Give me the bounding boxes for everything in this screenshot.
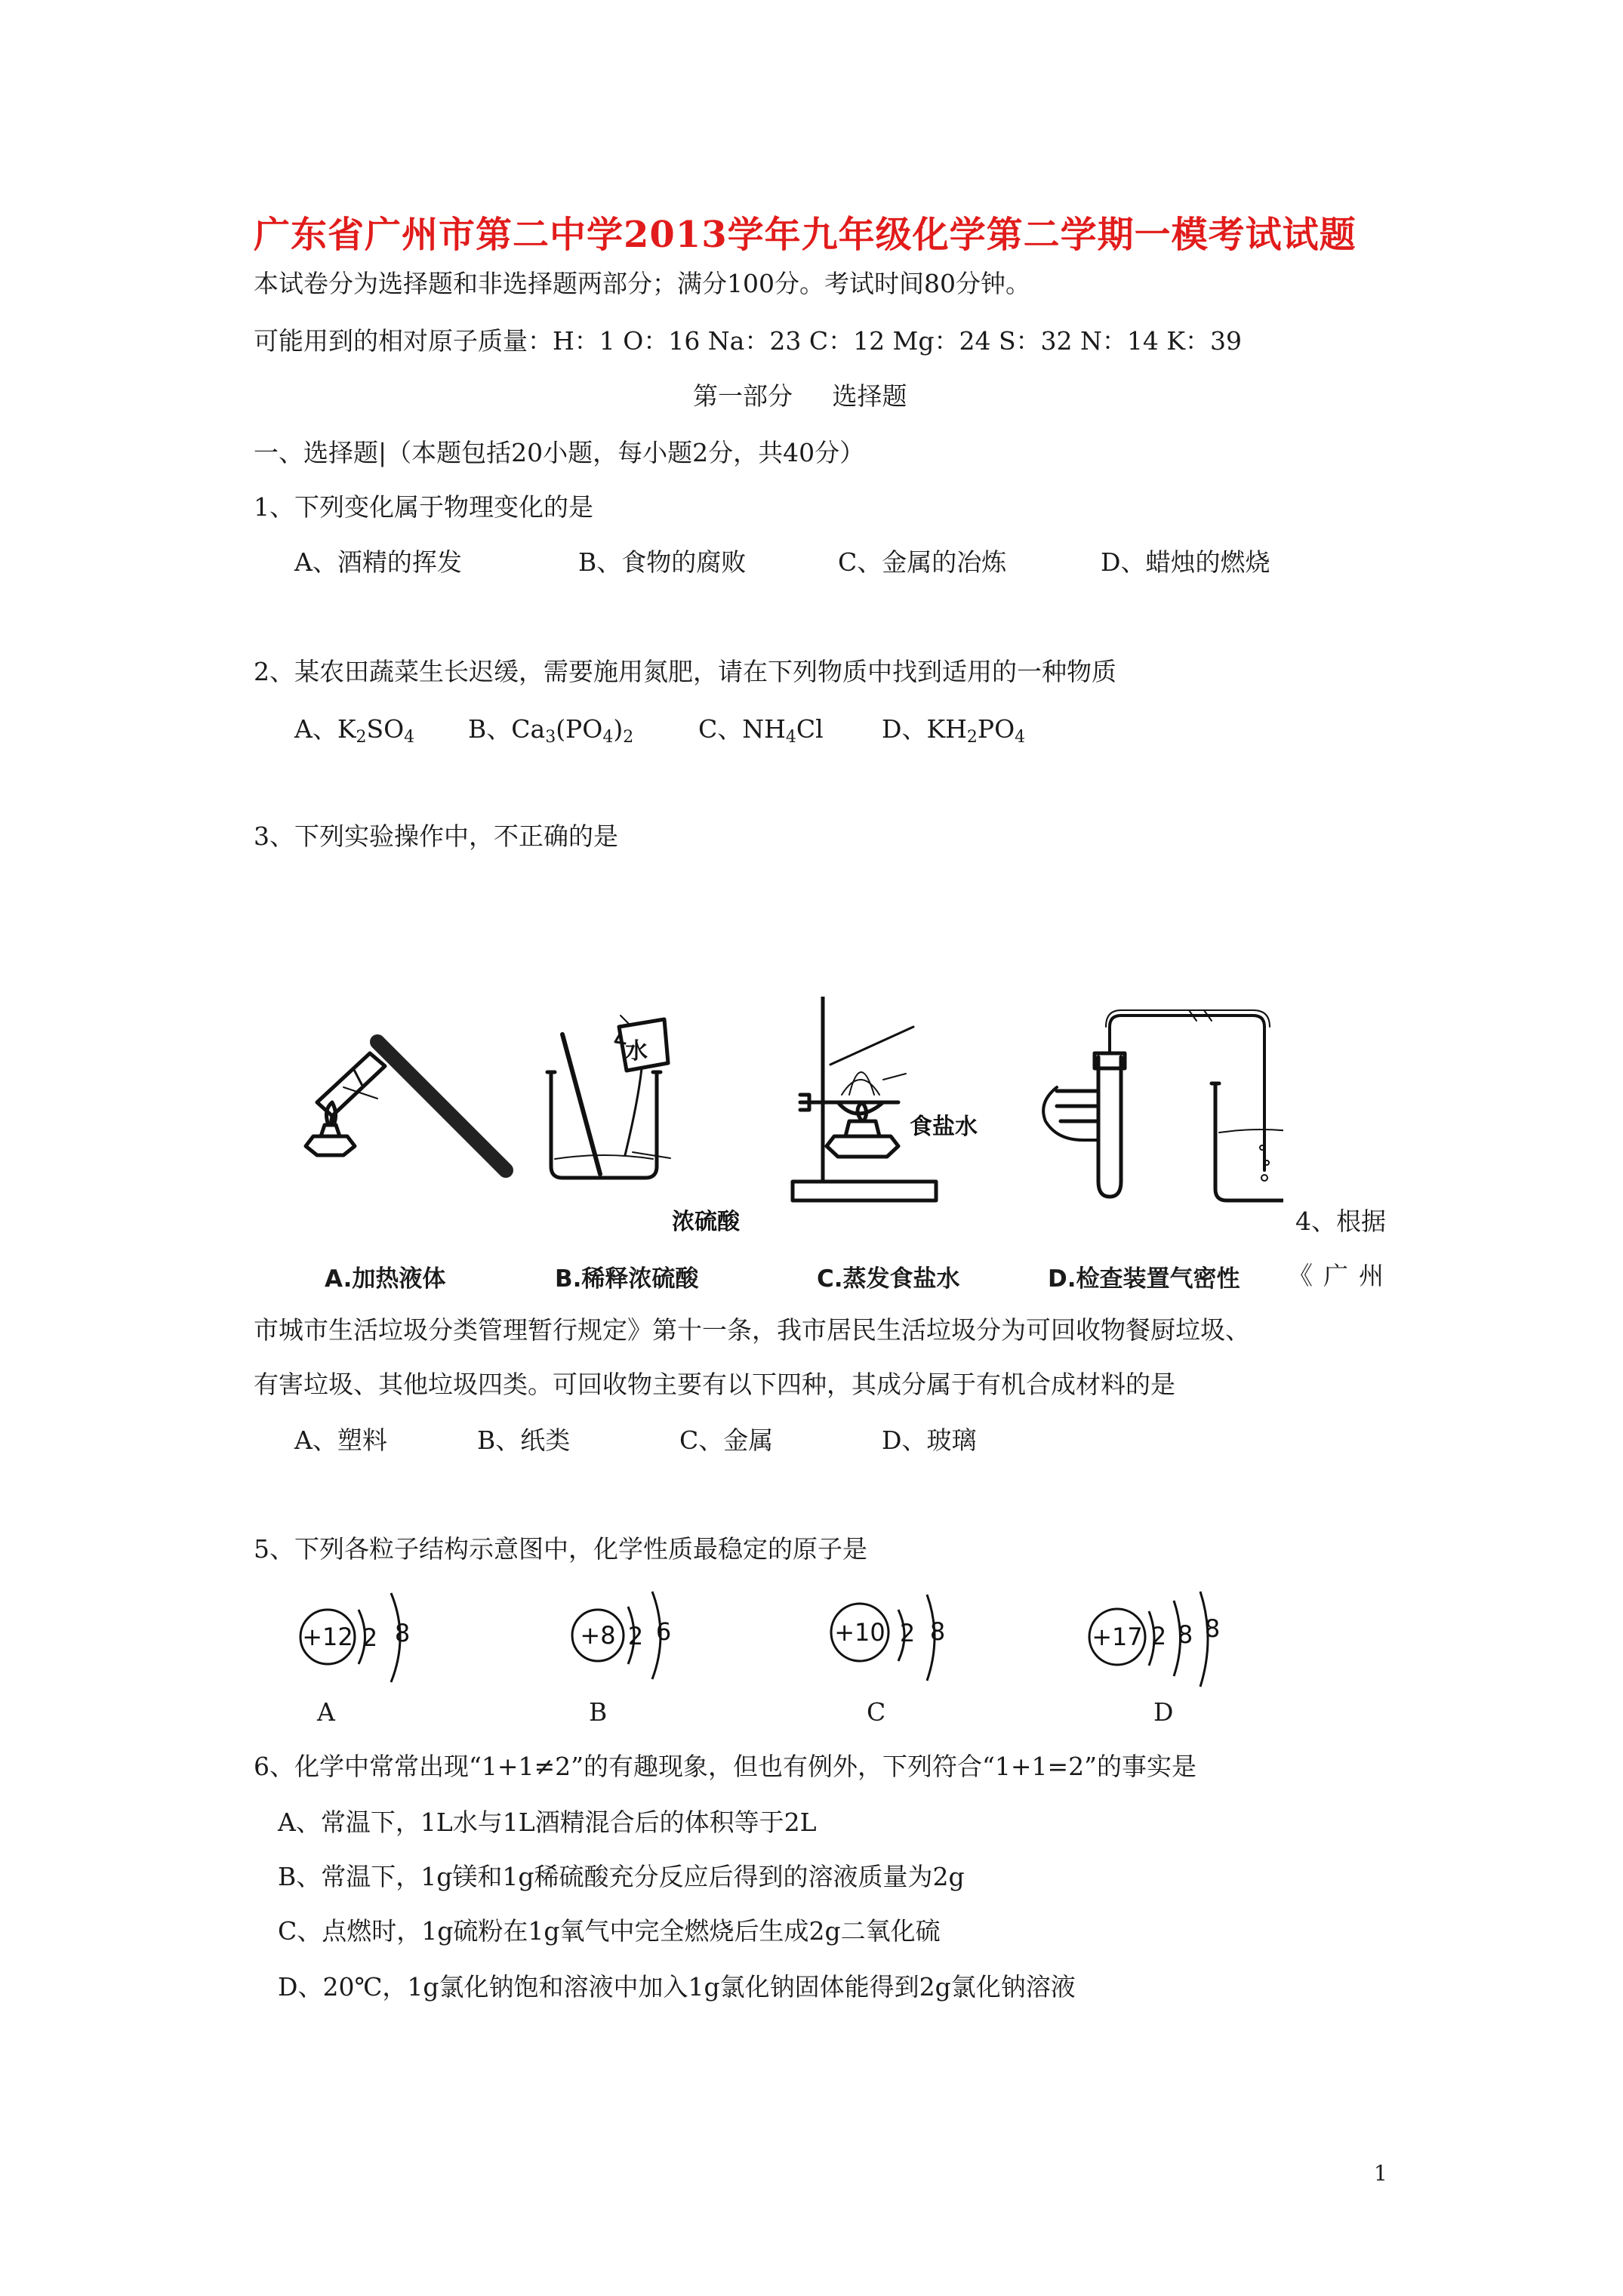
q2-option-b[interactable]: B、$Ca_3(PO_4)_2$ [468, 714, 634, 747]
question-4-line-3: 有害垃圾、其他垃圾四类。可回收物主要有以下四种，其成分属于有机合成材料的是 [254, 1370, 1175, 1399]
atom-c-nucleus: +10 [834, 1618, 885, 1647]
label-conc-acid: 浓硫酸 [672, 1209, 740, 1235]
question-4-stem-cont: 《广州 [1288, 1261, 1394, 1290]
figure-d-check-airtightness [1043, 1010, 1283, 1200]
q6-option-a[interactable]: A、常温下，1L水与1L酒精混合后的体积等于2L [278, 1808, 817, 1837]
q1-option-b[interactable]: B、食物的腐败 [578, 547, 747, 577]
question-5-stem: 5、下列各粒子结构示意图中，化学性质最稳定的原子是 [254, 1534, 867, 1564]
exam-intro: 本试卷分为选择题和非选择题两部分；满分100分。考试时间80分钟。 [254, 269, 1030, 298]
atom-c-shell-2: 8 [929, 1617, 946, 1646]
lab-operations-figure [302, 997, 1283, 1299]
section-heading: 一、选择题|（本题包括20小题，每小题2分，共40分） [254, 438, 865, 467]
atom-b-nucleus: +8 [580, 1621, 616, 1650]
q1-option-d[interactable]: D、蜡烛的燃烧 [1101, 547, 1270, 577]
question-4-line-2: 市城市生活垃圾分类管理暂行规定》第十一条，我市居民生活垃圾分为可回收物餐厨垃圾、 [254, 1315, 1250, 1345]
document-title: 广东省广州市第二中学2013学年九年级化学第二学期一模考试试题 [254, 214, 1357, 256]
question-4-stem-start: 4、根据 [1295, 1207, 1386, 1236]
atom-structure-diagrams [287, 1555, 1298, 1706]
atom-d-shell-2: 8 [1177, 1620, 1193, 1649]
atom-b-shell-2: 6 [655, 1617, 672, 1646]
q4-option-b[interactable]: B、纸类 [477, 1425, 571, 1455]
q5-option-d[interactable]: D [1153, 1697, 1174, 1727]
q4-option-a[interactable]: A、塑料 [294, 1425, 387, 1455]
atom-a-shell-2: 8 [394, 1619, 411, 1647]
figure-a-heating-liquid [306, 1042, 506, 1170]
question-3-stem: 3、下列实验操作中，不正确的是 [254, 821, 618, 851]
atom-c-shell-1: 2 [899, 1619, 916, 1647]
question-2-stem: 2、某农田蔬菜生长迟缓，需要施用氮肥，请在下列物质中找到适用的一种物质 [254, 657, 1116, 686]
q6-option-d[interactable]: D、20℃，1g氯化钠饱和溶液中加入1g氯化钠固体能得到2g氯化钠溶液 [278, 1972, 1076, 2002]
part-title: 第一部分 选择题 [693, 381, 907, 411]
q6-option-b[interactable]: B、常温下，1g镁和1g稀硫酸充分反应后得到的溶液质量为2g [278, 1862, 965, 1891]
atomic-masses: 可能用到的相对原子质量：H：1 O：16 Na：23 C：12 Mg：24 S：32 N：14 K：39 [254, 326, 1243, 356]
figure-c-evaporate-brine [793, 997, 936, 1200]
q5-option-a[interactable]: A [317, 1697, 335, 1727]
q5-option-b[interactable]: B [589, 1697, 608, 1727]
atom-d-shell-3: 8 [1204, 1614, 1221, 1643]
q4-option-c[interactable]: C、金属 [679, 1425, 774, 1455]
label-water: 水 [625, 1038, 648, 1065]
atom-d-nucleus: +17 [1092, 1623, 1143, 1651]
q6-option-c[interactable]: C、点燃时，1g硫粉在1g氧气中完全燃烧后生成2g二氧化硫 [278, 1916, 941, 1946]
question-6-stem: 6、化学中常常出现“1+1≠2”的有趣现象，但也有例外，下列符合“1+1=2”的事实是 [254, 1752, 1197, 1781]
label-brine: 食盐水 [910, 1114, 978, 1140]
q4-option-d[interactable]: D、玻璃 [882, 1425, 977, 1455]
figure-b-dilute-acid [547, 1015, 670, 1178]
q1-option-a[interactable]: A、酒精的挥发 [294, 547, 462, 577]
q2-option-c[interactable]: C、$NH_4Cl$ [698, 714, 824, 747]
q5-option-c[interactable]: C [867, 1697, 886, 1727]
atom-a-shell-1: 2 [362, 1623, 378, 1652]
caption-b: B.稀释浓硫酸 [555, 1265, 699, 1293]
caption-a: A.加热液体 [325, 1265, 446, 1293]
caption-d: D.检查装置气密性 [1048, 1265, 1240, 1293]
page-number: 1 [1374, 2161, 1387, 2186]
question-1-stem: 1、下列变化属于物理变化的是 [254, 492, 593, 522]
q2-option-a[interactable]: A、$K_2SO_4$ [294, 714, 415, 747]
q1-option-c[interactable]: C、金属的冶炼 [838, 547, 1007, 577]
atom-d-shell-1: 2 [1150, 1622, 1167, 1650]
caption-c: C.蒸发食盐水 [817, 1265, 960, 1293]
q2-option-d[interactable]: D、$KH_2PO_4$ [882, 714, 1026, 747]
atom-b-shell-1: 2 [627, 1622, 644, 1650]
atom-a-nucleus: +12 [302, 1623, 353, 1651]
